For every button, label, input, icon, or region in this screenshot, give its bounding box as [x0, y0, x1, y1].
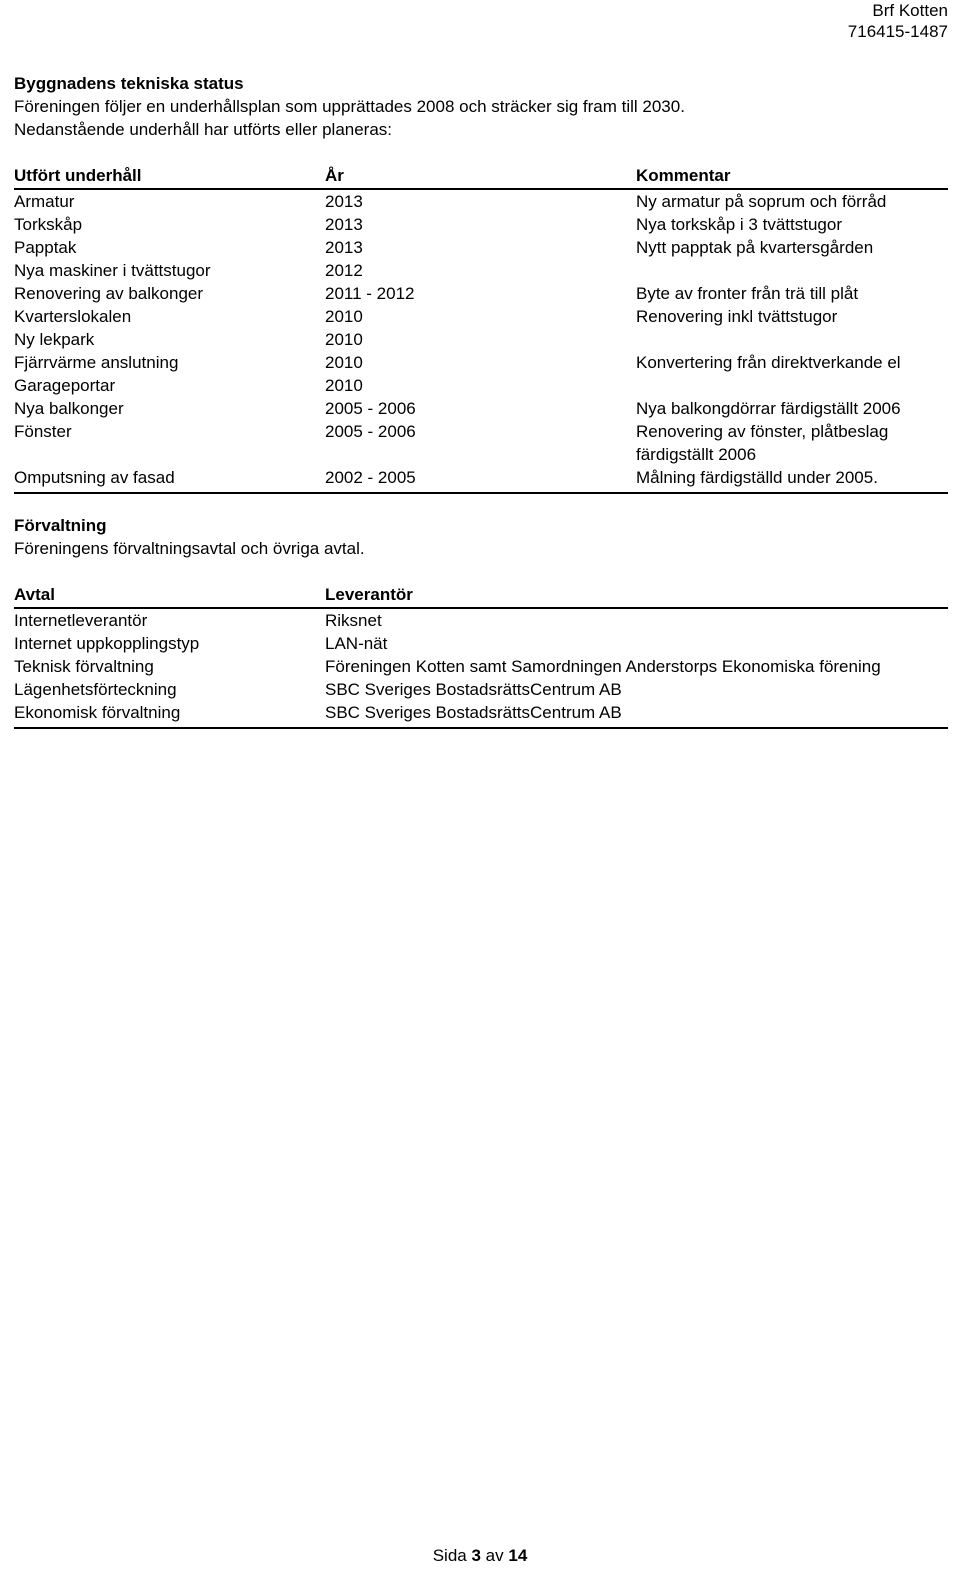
- table-cell: Riksnet: [325, 611, 382, 630]
- table-row: [14, 655, 948, 678]
- column-header: Utfört underhåll: [14, 164, 325, 189]
- table-row: [14, 374, 948, 397]
- table-cell: Papptak: [14, 238, 77, 257]
- table-cell: Föreningen Kotten samt Samordningen Anderstorps Ekonomiska förening: [325, 657, 881, 676]
- table-row: [14, 305, 948, 328]
- table-cell: SBC Sveriges BostadsrättsCentrum AB: [325, 701, 948, 728]
- table-row: [14, 397, 948, 420]
- table-cell: 2013: [325, 215, 363, 234]
- column-header: Avtal: [14, 583, 325, 608]
- table-row: [14, 213, 948, 236]
- table-cell: Nytt papptak på kvartersgården: [636, 238, 874, 257]
- maintenance-table: [14, 164, 948, 494]
- table-row: [14, 701, 948, 728]
- table-cell: Målning färdigställd under 2005.: [636, 466, 948, 493]
- table-cell: Lägenhetsförteckning: [14, 680, 177, 699]
- table-cell: 2002 - 2005: [325, 466, 636, 493]
- table-cell: 2005 - 2006: [325, 422, 416, 441]
- table-row: [14, 632, 948, 655]
- table-row: [14, 420, 948, 466]
- table-cell: Garageportar: [14, 376, 116, 395]
- table-cell: 2013: [325, 238, 363, 257]
- table-cell: 2010: [325, 376, 363, 395]
- table-cell: Renovering inkl tvättstugor: [636, 307, 838, 326]
- table-cell: Kvarterslokalen: [14, 307, 132, 326]
- table-row: [14, 282, 948, 305]
- table-cell: Torkskåp: [14, 215, 83, 234]
- column-header: Leverantör: [325, 583, 948, 608]
- maintenance-header-row: [14, 164, 948, 189]
- status-intro: Föreningen följer en underhållsplan som upprättades 2008 och sträcker sig fram till 2030.: [14, 97, 685, 116]
- table-cell: Omputsning av fasad: [14, 466, 325, 493]
- table-cell: 2010: [325, 330, 363, 349]
- management-intro: Föreningens förvaltningsavtal och övriga avtal.: [14, 539, 365, 558]
- table-cell: Ny lekpark: [14, 330, 95, 349]
- table-cell: Fjärrvärme anslutning: [14, 353, 179, 372]
- table-cell: Fönster: [14, 422, 72, 441]
- page-footer: [0, 1546, 960, 1566]
- table-cell: Nya torkskåp i 3 tvättstugor: [636, 215, 842, 234]
- table-cell: Nya maskiner i tvättstugor: [14, 261, 211, 280]
- page-total: 14: [508, 1546, 528, 1565]
- status-heading: Byggnadens tekniska status: [14, 74, 244, 93]
- table-row: [14, 328, 948, 351]
- document-header: [848, 0, 948, 42]
- table-cell: Ekonomisk förvaltning: [14, 701, 325, 728]
- table-row: [14, 608, 948, 632]
- page-of: av: [485, 1546, 504, 1565]
- agreements-table: [14, 583, 948, 729]
- table-cell: 2005 - 2006: [325, 399, 416, 418]
- table-cell: Nya balkongdörrar färdigställt 2006: [636, 399, 901, 418]
- table-cell: [636, 374, 948, 397]
- management-section: [14, 514, 934, 560]
- org-name: Brf Kotten: [872, 1, 948, 20]
- table-row: [14, 259, 948, 282]
- table-cell: SBC Sveriges BostadsrättsCentrum AB: [325, 680, 622, 699]
- org-number: 716415-1487: [847, 22, 948, 41]
- table-cell: 2010: [325, 353, 363, 372]
- table-cell: Renovering av fönster, plåtbeslag färdigställt 2006: [636, 422, 889, 464]
- table-cell: 2013: [325, 192, 363, 211]
- column-header: Kommentar: [636, 164, 948, 189]
- table-cell: Renovering av balkonger: [14, 284, 204, 303]
- table-cell: [636, 328, 948, 351]
- table-cell: Nya balkonger: [14, 399, 124, 418]
- table-row: [14, 236, 948, 259]
- table-row: [14, 189, 948, 213]
- table-cell: 2010: [325, 307, 363, 326]
- column-header: År: [325, 164, 636, 189]
- agreements-header-row: [14, 583, 948, 608]
- table-cell: Teknisk förvaltning: [14, 657, 154, 676]
- page-number: 3: [471, 1546, 481, 1565]
- table-cell: Konvertering från direktverkande el: [636, 353, 901, 372]
- table-cell: Internetleverantör: [14, 611, 148, 630]
- table-cell: Ny armatur på soprum och förråd: [636, 192, 887, 211]
- table-cell: Byte av fronter från trä till plåt: [636, 284, 859, 303]
- table-row: [14, 466, 948, 493]
- table-cell: 2012: [325, 261, 363, 280]
- management-heading: Förvaltning: [14, 516, 107, 535]
- status-intro-2: Nedanstående underhåll har utförts eller planeras:: [14, 120, 393, 139]
- table-row: [14, 678, 948, 701]
- table-row: [14, 351, 948, 374]
- table-cell: [636, 259, 948, 282]
- status-section: [14, 72, 934, 141]
- table-cell: LAN-nät: [325, 634, 388, 653]
- table-cell: 2011 - 2012: [325, 284, 415, 303]
- table-cell: Internet uppkopplingstyp: [14, 634, 200, 653]
- page-label: Sida: [432, 1546, 467, 1565]
- table-cell: Armatur: [14, 192, 75, 211]
